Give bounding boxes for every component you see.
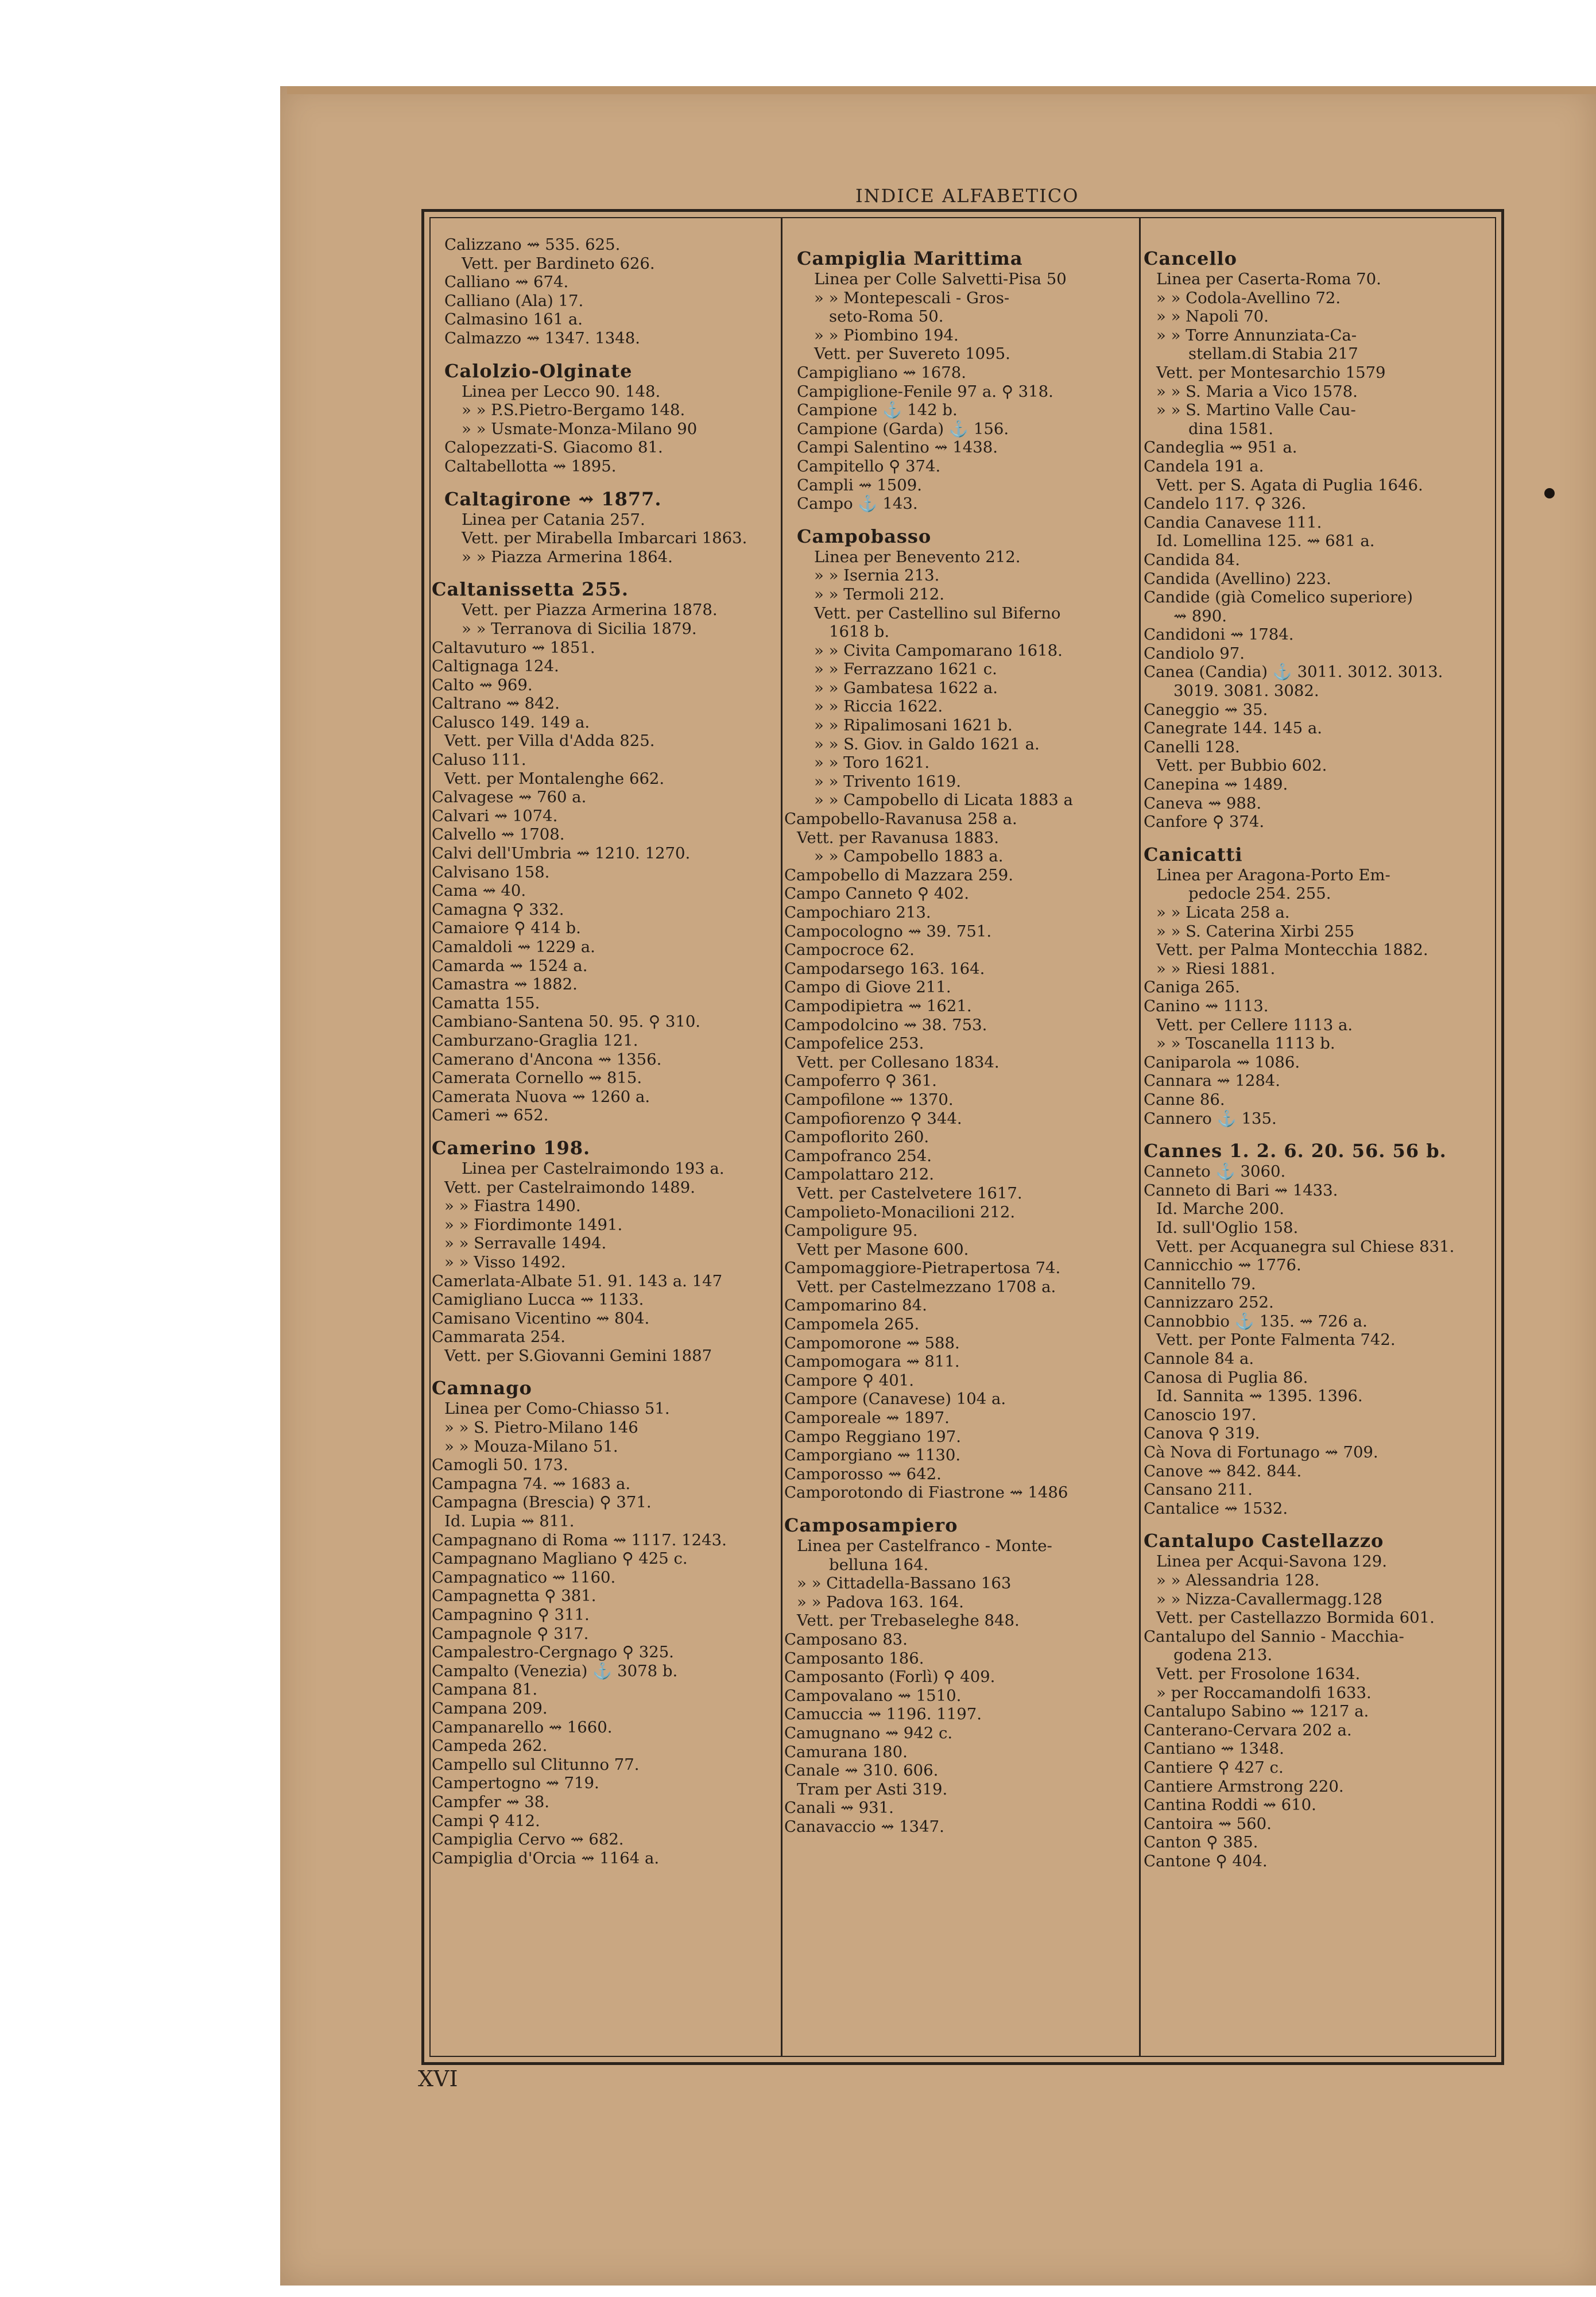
index-entry: Vett. per Mirabella Imbarcari 1863. [462, 529, 747, 548]
index-entry: Tram per Asti 319. [797, 1780, 948, 1799]
index-entry: » » S. Caterina Xirbi 255 [1156, 922, 1355, 941]
index-heading: Camnago [432, 1377, 532, 1399]
index-entry: Campomarino 84. [784, 1296, 927, 1315]
index-entry: Vett. per Piazza Armerina 1878. [462, 601, 718, 620]
index-entry: Campione (Garda) ⚓ 156. [797, 419, 1009, 438]
index-entry: Cantina Roddi ⇝ 610. [1144, 1796, 1316, 1815]
index-entry: Id. Marche 200. [1156, 1200, 1285, 1219]
index-entry: Campfer ⇝ 38. [432, 1792, 549, 1811]
index-entry: Camatta 155. [432, 993, 540, 1012]
index-entry: Campolieto-Monacilioni 212. [784, 1202, 1016, 1221]
index-entry: Caltabellotta ⇝ 1895. [444, 457, 617, 475]
index-entry: » » Licata 258 a. [1156, 903, 1290, 922]
index-entry: Camastra ⇝ 1882. [432, 975, 578, 994]
index-entry: Calvi dell'Umbria ⇝ 1210. 1270. [432, 844, 691, 863]
index-entry: dina 1581. [1188, 419, 1273, 438]
index-entry: Campoligure 95. [784, 1221, 918, 1240]
index-entry: Vett. per Castelmezzano 1708 a. [797, 1277, 1056, 1296]
index-entry: Canton ⚲ 385. [1144, 1833, 1258, 1852]
index-entry: Campocologno ⇝ 39. 751. [784, 922, 992, 941]
index-entry: Campalto (Venezia) ⚓ 3078 b. [432, 1661, 678, 1680]
index-entry: Vett. per Montesarchio 1579 [1156, 363, 1386, 382]
index-entry: Candide (già Comelico superiore) [1144, 588, 1413, 607]
index-entry: Caltavuturo ⇝ 1851. [432, 638, 595, 657]
index-entry: Cantoira ⇝ 560. [1144, 1814, 1272, 1833]
index-entry: Campagnatico ⇝ 1160. [432, 1568, 616, 1587]
index-entry: Campagnole ⚲ 317. [432, 1624, 589, 1643]
index-entry: Campigliano ⇝ 1678. [797, 363, 967, 382]
index-entry: Campo Reggiano 197. [784, 1427, 962, 1446]
index-entry: Canneto di Bari ⇝ 1433. [1144, 1181, 1338, 1200]
index-entry: » » Gambatesa 1622 a. [814, 678, 998, 697]
index-entry: Id. Sannita ⇝ 1395. 1396. [1156, 1387, 1363, 1406]
index-heading: Campobasso [797, 525, 932, 547]
page-top-edge [287, 86, 1596, 94]
index-entry: Cambiano-Santena 50. 95. ⚲ 310. [432, 1012, 701, 1031]
index-entry: Camposanto 186. [784, 1649, 924, 1668]
index-entry: » » S. Martino Valle Cau- [1156, 401, 1356, 420]
index-entry: Cameri ⇝ 652. [432, 1106, 549, 1125]
index-entry: Vett. per Collesano 1834. [797, 1053, 1000, 1072]
index-entry: Vett. per Ravanusa 1883. [797, 828, 1000, 847]
index-entry: Vett per Masone 600. [797, 1240, 969, 1259]
index-entry: Canova ⚲ 319. [1144, 1424, 1260, 1443]
index-entry: Cannole 84 a. [1144, 1349, 1254, 1368]
index-entry: Linea per Colle Salvetti-Pisa 50 [814, 270, 1067, 288]
index-entry: Camisano Vicentino ⇝ 804. [432, 1309, 650, 1328]
index-entry: Calvisano 158. [432, 863, 550, 881]
page-header-title: INDICE ALFABETICO [855, 185, 1079, 207]
index-entry: Campiglione-Fenile 97 a. ⚲ 318. [797, 382, 1053, 401]
index-entry: Calusco 149. 149 a. [432, 713, 590, 732]
index-heading: Caltagirone ⇝ 1877. [444, 488, 662, 510]
index-entry: Linea per Aragona-Porto Em- [1156, 865, 1390, 884]
index-entry: » » Cittadella-Bassano 163 [797, 1574, 1012, 1593]
index-entry: Vett. per Bardineto 626. [462, 254, 655, 273]
index-entry: » » Nizza-Cavallermagg.128 [1156, 1590, 1382, 1608]
index-entry: Campalestro-Cergnago ⚲ 325. [432, 1643, 674, 1662]
index-entry: Cannobbio ⚓ 135. ⇝ 726 a. [1144, 1312, 1368, 1331]
index-entry: Canfore ⚲ 374. [1144, 813, 1265, 832]
index-entry: Vett. per Frosolone 1634. [1156, 1664, 1361, 1683]
index-entry: Caltrano ⇝ 842. [432, 694, 560, 713]
index-entry: Caneva ⇝ 988. [1144, 794, 1262, 813]
index-entry: Vett. per Trebaseleghe 848. [797, 1611, 1020, 1630]
index-entry: Camerano d'Ancona ⇝ 1356. [432, 1050, 662, 1069]
index-entry: Camerata Cornello ⇝ 815. [432, 1069, 642, 1088]
index-entry: Campana 209. [432, 1699, 548, 1718]
index-entry: Campore ⚲ 401. [784, 1371, 914, 1390]
index-entry: Camerlata-Albate 51. 91. 143 a. 147 [432, 1271, 723, 1290]
index-entry: Camarda ⇝ 1524 a. [432, 956, 588, 975]
index-entry: Cantone ⚲ 404. [1144, 1851, 1268, 1870]
index-entry: » » Mouza-Milano 51. [444, 1437, 618, 1456]
index-entry: Campobello-Ravanusa 258 a. [784, 810, 1017, 829]
index-entry: stellam.di Stabia 217 [1188, 345, 1358, 364]
index-entry: Campovalano ⇝ 1510. [784, 1686, 962, 1705]
index-entry: » » Usmate-Monza-Milano 90 [462, 419, 698, 438]
index-entry: » » Riesi 1881. [1156, 959, 1276, 978]
index-entry: Vett. per S. Agata di Puglia 1646. [1156, 475, 1423, 494]
index-entry: Calvagese ⇝ 760 a. [432, 788, 587, 807]
index-entry: Campomela 265. [784, 1315, 920, 1334]
index-entry: Cannitello 79. [1144, 1274, 1256, 1293]
index-entry: » » Napoli 70. [1156, 307, 1269, 326]
index-entry: Caneggio ⇝ 35. [1144, 700, 1268, 719]
index-entry: » » P.S.Pietro-Bergamo 148. [462, 401, 685, 420]
index-entry: Cannero ⚓ 135. [1144, 1109, 1277, 1128]
index-entry: seto-Roma 50. [829, 307, 944, 326]
index-entry: Vett. per Suvereto 1095. [814, 345, 1010, 364]
index-entry: Cantalice ⇝ 1532. [1144, 1499, 1288, 1518]
index-entry: » » Piazza Armerina 1864. [462, 547, 673, 566]
index-entry: Candeglia ⇝ 951 a. [1144, 438, 1297, 457]
index-entry: Campertogno ⇝ 719. [432, 1774, 599, 1793]
index-entry: » » Ferrazzano 1621 c. [814, 660, 997, 679]
index-entry: Camuccia ⇝ 1196. 1197. [784, 1705, 982, 1724]
index-entry: Campofiorenzo ⚲ 344. [784, 1109, 962, 1128]
index-entry: » » Campobello 1883 a. [814, 847, 1004, 866]
index-entry: Cama ⇝ 40. [432, 881, 526, 900]
index-entry: Campo di Giove 211. [784, 978, 951, 997]
index-entry: Campomorone ⇝ 588. [784, 1333, 960, 1352]
index-entry: » » S. Pietro-Milano 146 [444, 1418, 638, 1437]
index-entry: Vett. per Ponte Falmenta 742. [1156, 1331, 1396, 1349]
index-entry: Campofilone ⇝ 1370. [784, 1090, 954, 1109]
index-entry: Canegrate 144. 145 a. [1144, 719, 1322, 738]
index-entry: Cannicchio ⇝ 1776. [1144, 1256, 1301, 1275]
index-entry: » » Visso 1492. [444, 1252, 566, 1271]
index-entry: Canino ⇝ 1113. [1144, 996, 1269, 1015]
index-entry: Calvello ⇝ 1708. [432, 825, 565, 844]
index-entry: Linea per Como-Chiasso 51. [444, 1399, 670, 1418]
index-entry: Calmasino 161 a. [444, 310, 583, 329]
ink-dot [1544, 488, 1555, 498]
index-entry: » » Montepescali - Gros- [814, 288, 1010, 307]
index-entry: » » Ripalimosani 1621 b. [814, 716, 1013, 735]
index-entry: Cantiere ⚲ 427 c. [1144, 1758, 1284, 1777]
index-entry: » » Trivento 1619. [814, 772, 962, 791]
index-entry: » » Padova 163. 164. [797, 1592, 964, 1611]
index-entry: Camburzano-Graglia 121. [432, 1031, 638, 1050]
index-entry: Canne 86. [1144, 1090, 1225, 1109]
index-entry: Campi ⚲ 412. [432, 1811, 540, 1830]
index-entry: » » S. Maria a Vico 1578. [1156, 382, 1358, 401]
index-entry: Vett. per Acquanegra sul Chiese 831. [1156, 1237, 1455, 1256]
index-entry: Campofranco 254. [784, 1146, 932, 1165]
index-entry: Canterano-Cervara 202 a. [1144, 1720, 1352, 1739]
index-entry: » » Serravalle 1494. [444, 1234, 607, 1253]
index-entry: Caniparola ⇝ 1086. [1144, 1053, 1300, 1072]
index-entry: Vett. per Montalenghe 662. [444, 769, 665, 788]
index-entry: Canneto ⚓ 3060. [1144, 1162, 1286, 1181]
index-entry: 1618 b. [829, 622, 890, 641]
index-entry: Vett. per Villa d'Adda 825. [444, 732, 655, 751]
index-entry: 3019. 3081. 3082. [1173, 682, 1319, 701]
index-entry: Candela 191 a. [1144, 457, 1264, 475]
index-entry: Vett. per Castelvetere 1617. [797, 1184, 1022, 1202]
index-entry: Campocroce 62. [784, 941, 915, 960]
index-entry: Vett. per Castelraimondo 1489. [444, 1178, 695, 1197]
index-entry: Campodipietra ⇝ 1621. [784, 996, 972, 1015]
index-entry: Vett. per Castellino sul Biferno [814, 604, 1061, 622]
index-entry: Linea per Caserta-Roma 70. [1156, 270, 1381, 288]
index-entry: Camporotondo di Fiastrone ⇝ 1486 [784, 1483, 1068, 1502]
index-entry: Candidoni ⇝ 1784. [1144, 625, 1294, 644]
index-entry: Linea per Lecco 90. 148. [462, 382, 661, 401]
index-entry: Campagnino ⚲ 311. [432, 1606, 590, 1624]
index-column-1 [432, 235, 776, 1867]
index-entry: Calizzano ⇝ 535. 625. [444, 235, 621, 254]
index-entry: » » Campobello di Licata 1883 a [814, 791, 1073, 810]
index-entry: Cantalupo Sabino ⇝ 1217 a. [1144, 1702, 1369, 1721]
index-entry: Vett. per Bubbio 602. [1156, 756, 1327, 775]
index-entry: Id. sull'Oglio 158. [1156, 1218, 1299, 1237]
index-entry: Campore (Canavese) 104 a. [784, 1390, 1006, 1409]
index-heading: Cancello [1144, 248, 1237, 269]
index-heading: Cantalupo Castellazzo [1144, 1530, 1384, 1552]
index-entry: Campolattaro 212. [784, 1165, 935, 1184]
index-entry: ⇝ 890. [1173, 606, 1227, 625]
index-entry: Id. Lupia ⇝ 811. [444, 1512, 575, 1531]
index-entry: Campagnetta ⚲ 381. [432, 1587, 596, 1606]
index-entry: Campomaggiore-Pietrapertosa 74. [784, 1259, 1061, 1278]
index-entry: Candelo 117. ⚲ 326. [1144, 494, 1307, 513]
index-entry: Linea per Acqui-Savona 129. [1156, 1552, 1388, 1571]
index-entry: Canepina ⇝ 1489. [1144, 775, 1288, 794]
index-entry: Campana 81. [432, 1680, 538, 1699]
index-column-3 [1144, 235, 1495, 1871]
index-entry: Camporosso ⇝ 642. [784, 1464, 942, 1483]
index-entry: Cannizzaro 252. [1144, 1293, 1274, 1312]
index-entry: » » Terranova di Sicilia 1879. [462, 619, 697, 638]
index-entry: Linea per Catania 257. [462, 510, 645, 529]
index-entry: Calto ⇝ 969. [432, 675, 533, 694]
index-entry: Canosa di Puglia 86. [1144, 1368, 1308, 1387]
index-entry: Camposanto (Forlì) ⚲ 409. [784, 1668, 995, 1687]
index-entry: Vett. per Cellere 1113 a. [1156, 1015, 1353, 1034]
index-entry: Campello sul Clitunno 77. [432, 1755, 640, 1774]
index-heading: Camposampiero [784, 1514, 958, 1536]
index-entry: » » Riccia 1622. [814, 697, 943, 716]
index-entry: Campodolcino ⇝ 38. 753. [784, 1015, 987, 1034]
index-entry: Cantiano ⇝ 1348. [1144, 1739, 1284, 1758]
index-entry: Candiolo 97. [1144, 644, 1245, 663]
index-entry: Cannara ⇝ 1284. [1144, 1072, 1281, 1091]
index-entry: Campobello di Mazzara 259. [784, 865, 1014, 884]
index-entry: » » Codola-Avellino 72. [1156, 288, 1341, 307]
index-entry: Candia Canavese 111. [1144, 513, 1322, 532]
index-heading: Camerino 198. [432, 1136, 591, 1159]
index-entry: Campagna 74. ⇝ 1683 a. [432, 1474, 631, 1493]
index-entry: Campiglia d'Orcia ⇝ 1164 a. [432, 1849, 660, 1867]
index-entry: Canale ⇝ 310. 606. [784, 1761, 939, 1780]
index-entry: Cantiere Armstrong 220. [1144, 1777, 1344, 1796]
index-entry: Campitello ⚲ 374. [797, 457, 941, 475]
index-entry: Camposano 83. [784, 1630, 908, 1649]
index-entry: Campi Salentino ⇝ 1438. [797, 438, 998, 457]
index-entry: Cantalupo del Sannio - Macchia- [1144, 1627, 1404, 1646]
index-entry: Canoscio 197. [1144, 1405, 1257, 1424]
index-entry: Caluso 111. [432, 751, 526, 769]
index-entry: Vett. per Castellazzo Bormida 601. [1156, 1608, 1435, 1627]
index-entry: Campodarsego 163. 164. [784, 959, 985, 978]
index-entry: » » Termoli 212. [814, 585, 944, 604]
index-entry: » » Fiordimonte 1491. [444, 1215, 623, 1234]
index-entry: Camaiore ⚲ 414 b. [432, 919, 581, 938]
index-entry: Camerata Nuova ⇝ 1260 a. [432, 1087, 650, 1106]
index-entry: Campagna (Brescia) ⚲ 371. [432, 1493, 652, 1512]
index-entry: Campagnano di Roma ⇝ 1117. 1243. [432, 1530, 727, 1549]
index-entry: Canea (Candia) ⚓ 3011. 3012. 3013. [1144, 663, 1443, 682]
index-entry: » » Alessandria 128. [1156, 1571, 1320, 1590]
index-entry: Calliano ⇝ 674. [444, 273, 569, 292]
index-entry: Campo ⚓ 143. [797, 494, 918, 513]
column-divider-2 [1139, 217, 1141, 2057]
index-entry: Linea per Castelraimondo 193 a. [462, 1159, 725, 1178]
index-entry: Canali ⇝ 931. [784, 1799, 894, 1818]
index-entry: » » Isernia 213. [814, 566, 940, 585]
index-entry: Campomogara ⇝ 811. [784, 1352, 960, 1371]
index-entry: Campoflorito 260. [784, 1128, 929, 1147]
index-entry: Campo Canneto ⚲ 402. [784, 884, 970, 903]
index-entry: Campagnano Magliano ⚲ 425 c. [432, 1549, 688, 1568]
index-entry: Campli ⇝ 1509. [797, 475, 922, 494]
index-entry: Campione ⚓ 142 b. [797, 401, 958, 420]
index-entry: » » S. Giov. in Galdo 1621 a. [814, 734, 1040, 753]
index-entry: » » Torre Annunziata-Ca- [1156, 326, 1357, 345]
index-entry: Campofelice 253. [784, 1034, 924, 1053]
index-entry: godena 213. [1173, 1646, 1273, 1665]
index-entry: » » Fiastra 1490. [444, 1197, 581, 1216]
index-entry: belluna 164. [829, 1555, 929, 1574]
page-number: XVI [418, 2066, 458, 2091]
index-entry: Campanarello ⇝ 1660. [432, 1718, 613, 1737]
index-entry: » » Civita Campomarano 1618. [814, 641, 1063, 660]
index-entry: » » Toscanella 1113 b. [1156, 1034, 1335, 1053]
index-entry: Camagna ⚲ 332. [432, 900, 564, 919]
index-entry: Id. Lomellina 125. ⇝ 681 a. [1156, 532, 1375, 551]
index-entry: Calvari ⇝ 1074. [432, 806, 558, 825]
index-entry: Canavaccio ⇝ 1347. [784, 1817, 944, 1836]
index-heading: Caltanissetta 255. [432, 578, 629, 601]
index-entry: Camporeale ⇝ 1897. [784, 1409, 950, 1428]
index-entry: Campeda 262. [432, 1737, 548, 1755]
index-entry: Vett. per Palma Montecchia 1882. [1156, 941, 1428, 960]
index-entry: Vett. per S.Giovanni Gemini 1887 [444, 1346, 712, 1365]
index-column-2 [784, 235, 1136, 1836]
index-entry: Campiglia Cervo ⇝ 682. [432, 1830, 624, 1849]
index-entry: Candida 84. [1144, 550, 1241, 569]
index-entry: Camigliano Lucca ⇝ 1133. [432, 1290, 644, 1309]
index-entry: pedocle 254. 255. [1188, 884, 1331, 903]
index-entry: » » Piombino 194. [814, 326, 959, 345]
index-entry: » » Toro 1621. [814, 753, 930, 772]
index-heading: Canicatti [1144, 843, 1243, 865]
index-entry: Camurana 180. [784, 1742, 908, 1761]
index-entry: Canelli 128. [1144, 737, 1240, 756]
index-heading: Calolzio-Olginate [444, 359, 633, 382]
index-entry: Cammarata 254. [432, 1328, 565, 1347]
index-entry: Camugnano ⇝ 942 c. [784, 1723, 953, 1742]
index-entry: Cansano 211. [1144, 1480, 1253, 1499]
index-entry: Calliano (Ala) 17. [444, 291, 584, 310]
index-entry: Canove ⇝ 842. 844. [1144, 1461, 1302, 1480]
index-heading: Campiglia Marittima [797, 248, 1023, 269]
index-entry: Linea per Benevento 212. [814, 547, 1021, 566]
index-entry: Campochiaro 213. [784, 903, 931, 922]
index-entry: Candida (Avellino) 223. [1144, 569, 1331, 588]
index-entry: Linea per Castelfranco - Monte- [797, 1537, 1052, 1555]
index-entry: Caniga 265. [1144, 978, 1240, 997]
column-divider-1 [781, 217, 782, 2057]
index-entry: Camporgiano ⇝ 1130. [784, 1446, 961, 1465]
index-entry: Camaldoli ⇝ 1229 a. [432, 938, 595, 956]
index-entry: » per Roccamandolfi 1633. [1156, 1683, 1372, 1702]
index-entry: Calmazzo ⇝ 1347. 1348. [444, 328, 640, 347]
index-entry: Calopezzati-S. Giacomo 81. [444, 438, 663, 457]
index-entry: Caltignaga 124. [432, 657, 559, 676]
index-entry: Campoferro ⚲ 361. [784, 1072, 937, 1091]
index-heading: Cannes 1. 2. 6. 20. 56. 56 b. [1144, 1140, 1447, 1162]
index-entry: Camogli 50. 173. [432, 1456, 568, 1475]
index-entry: Cà Nova di Fortunago ⇝ 709. [1144, 1443, 1378, 1462]
